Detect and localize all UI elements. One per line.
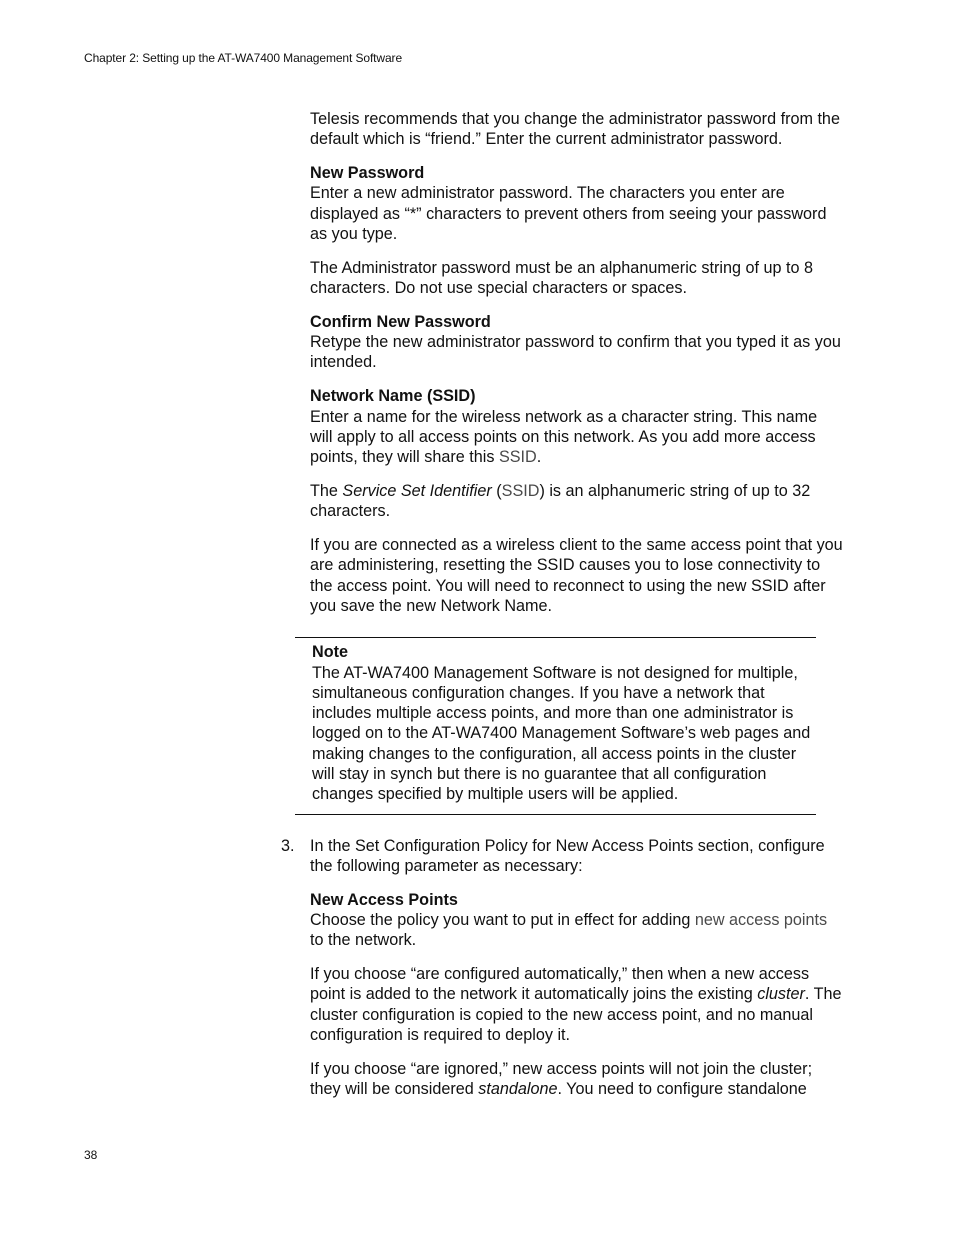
text-span: The [310,481,343,500]
text-span: ( [491,481,502,500]
text-span: Enter a name for the wireless network as a character string. This name will apply to all access points on this network. As you add more access points, they will share this [310,407,818,467]
step-number: 3. [281,836,295,855]
text-span: ) is an alphanumeric string of up to 32 characters. [310,481,811,521]
ssid-link[interactable]: SSID [498,448,537,467]
term-confirm-password: Confirm New Password [310,312,491,331]
note-body: The AT-WA7400 Management Software is not designed for multiple, simultaneous configuration changes. If you have a network that includes multiple access points, and more than one administrator is logged on to the AT-WA7400 Management Software’s web pages and making changes to the configuration, all access points in the cluster will stay in synch but there is no guarantee that all configuration changes specified by multiple users will be applied. [312,663,811,804]
step-3 [281,836,844,877]
def-new-access-points [310,910,844,951]
text-span: . [536,448,542,467]
text-span: to the network. [310,931,417,950]
new-password-rules: The Administrator password must be an alphanumeric string of up to 8 characters. Do not use special characters or spaces. [310,258,813,298]
ignored-paragraph [310,1059,844,1100]
def-confirm-password: Retype the new administrator password to confirm that you typed it as you intended. [310,333,841,372]
text-span: If you choose “are ignored,” new access points will not join the cluster; they will be considered [310,1059,813,1099]
new-access-points-link[interactable]: new access points [694,911,828,929]
ssid-definition-paragraph [310,481,844,522]
ssid-warning-paragraph: If you are connected as a wireless client to the same access point that you are administering, resetting the SSID causes you to lose connectivity to the access point. You will need to reconnect to using the new SSID after you save the new Network Name. [310,536,843,615]
ssid-link[interactable]: SSID [501,481,540,500]
text-span: If you choose “are configured automatically,” then when a new access point is added to the network it automatically joins the existing [310,965,810,1004]
emphasis: standalone [478,1080,558,1099]
running-header: Chapter 2: Setting up the AT-WA7400 Management Software [84,51,403,65]
text-span: . The cluster configuration is copied to the new access point, and no manual configuration is required to deploy it. [310,985,842,1044]
term-new-access-points: New Access Points [310,890,458,909]
def-new-password: Enter a new administrator password. The characters you enter are displayed as “*” characters to prevent others from seeing your password as you type. [310,184,827,243]
emphasis: Service Set Identifier [342,481,492,500]
text-span: . You need to configure standalone [557,1080,807,1099]
note-box [295,637,816,814]
note-title: Note [312,643,348,662]
emphasis: cluster [757,985,805,1004]
step-text: In the Set Configuration Policy for New Access Points section, configure the following parameter as necessary: [310,836,825,875]
auto-config-paragraph [310,964,844,1045]
page-number: 38 [84,1148,98,1162]
term-new-password: New Password [310,164,425,183]
term-network-name: Network Name (SSID) [310,387,476,406]
page-body [281,109,844,1113]
def-network-name [310,407,844,468]
intro-paragraph: Telesis recommends that you change the administrator password from the default which is “friend.” Enter the current administrator password. [310,110,840,149]
text-span: Choose the policy you want to put in effect for adding [310,911,695,929]
